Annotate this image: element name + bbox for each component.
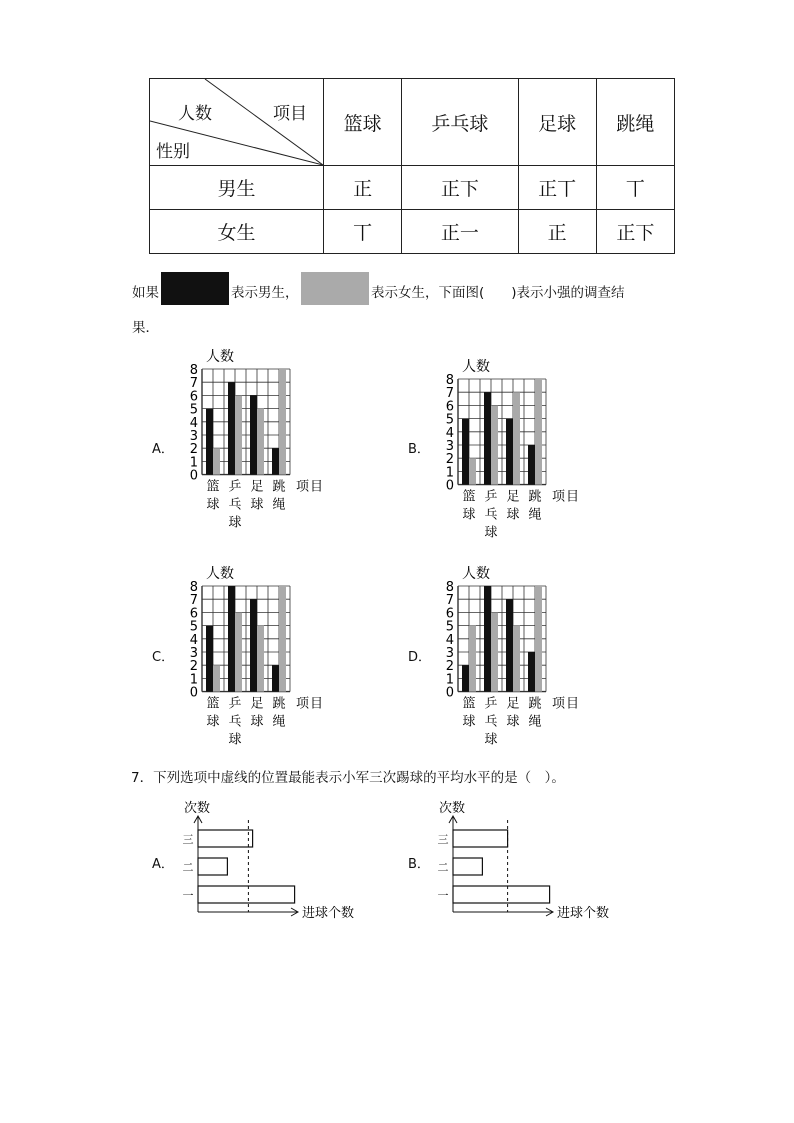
y-tick-label: 5 [445, 619, 454, 635]
y-tick-label: 8 [445, 373, 454, 388]
bar-female [235, 612, 242, 691]
table-header-diagonal-cell [150, 79, 324, 166]
horizontal-bar [453, 858, 482, 875]
x-axis-label: 项 [552, 489, 566, 505]
y-tick-label: 5 [445, 412, 454, 428]
category-label: 乓 [484, 507, 498, 523]
category-label: 球 [206, 714, 220, 730]
category-label: 足 [506, 489, 520, 505]
bar-female [469, 458, 476, 484]
y-tick-label: 8 [189, 363, 198, 378]
y-tick-label: 4 [189, 415, 198, 431]
category-label: 球 [228, 515, 242, 531]
y-tick-label: 7 [445, 593, 454, 609]
horizontal-bar [198, 886, 295, 903]
bar-female [469, 626, 476, 692]
y-tick-label: 2 [189, 659, 198, 675]
bar-male [272, 448, 279, 474]
x-axis-label: 项 [552, 696, 566, 712]
tally-cell: 丅 [596, 166, 674, 210]
category-label: 球 [206, 497, 220, 513]
category-label: 乒 [228, 696, 242, 712]
row-label-male: 男生 [150, 166, 324, 210]
horizontal-bar [453, 886, 550, 903]
tally-cell: 正 [324, 166, 402, 210]
bar-female [213, 448, 220, 474]
tally-cell: 正 [518, 210, 596, 254]
category-label: 绳 [528, 507, 542, 523]
bar-male [506, 419, 513, 485]
y-axis-label: 次数 [439, 801, 466, 816]
bar-female [491, 405, 498, 484]
category-label: 足 [250, 696, 264, 712]
column-header: 乒乓球 [402, 79, 518, 166]
y-tick-label: 8 [445, 580, 454, 595]
x-axis-label: 项 [296, 696, 310, 712]
y-tick-label: 0 [445, 685, 454, 701]
bar-female [535, 379, 542, 485]
category-label: 绳 [528, 714, 542, 730]
category-label: 乓 [228, 714, 242, 730]
category-label: 球 [506, 714, 520, 730]
y-tick-label: 6 [189, 389, 198, 405]
question6-text-result: 果． [132, 320, 159, 336]
bar-male [228, 586, 235, 692]
y-tick-label: 2 [189, 442, 198, 458]
bar-male [462, 419, 469, 485]
y-axis-label: 人数 [206, 349, 234, 365]
bar-male [228, 382, 235, 474]
y-tick-label: 8 [189, 580, 198, 595]
category-label: 球 [462, 507, 476, 523]
y-tick-label: 6 [189, 606, 198, 622]
bar-female [235, 395, 242, 474]
category-label: 球 [250, 497, 264, 513]
bar-male [462, 665, 469, 691]
category-label: 绳 [272, 497, 286, 513]
y-tick-label: 1 [445, 672, 454, 688]
y-tick-label: 7 [445, 386, 454, 402]
y-tick-label: 2 [445, 659, 454, 675]
y-tick-label: 1 [189, 455, 198, 471]
female-swatch [301, 272, 369, 305]
y-tick-label: 1 [445, 465, 454, 481]
header-people-count: 人数 [178, 104, 212, 124]
bar-female [535, 586, 542, 692]
category-label: 跳 [272, 479, 286, 495]
y-tick-label: 3 [445, 439, 454, 454]
row-label: 三 [182, 833, 194, 846]
bar-chart-a [180, 345, 340, 535]
q7-option-label-b: B． [408, 857, 430, 872]
bar-male [206, 409, 213, 475]
x-axis-label: 进球个数 [302, 906, 355, 921]
y-tick-label: 6 [445, 606, 454, 622]
bar-female [491, 612, 498, 691]
q7-option-label-a: A． [152, 857, 174, 872]
horizontal-bar [198, 830, 253, 847]
y-tick-label: 7 [189, 593, 198, 609]
bar-male [484, 392, 491, 484]
category-label: 跳 [528, 696, 542, 712]
category-label: 乒 [484, 696, 498, 712]
bar-female [513, 392, 520, 484]
category-label: 球 [462, 714, 476, 730]
row-label: 一 [437, 889, 449, 902]
question6-text-if: 如果 [132, 285, 159, 301]
y-tick-label: 3 [189, 429, 198, 444]
category-label: 乒 [484, 489, 498, 505]
y-tick-label: 0 [189, 685, 198, 701]
bar-male [250, 395, 257, 474]
category-label: 足 [506, 696, 520, 712]
horizontal-bar-chart-b [425, 798, 625, 928]
column-header: 篮球 [324, 79, 402, 166]
category-label: 球 [250, 714, 264, 730]
bar-male [484, 586, 491, 692]
category-label: 跳 [528, 489, 542, 505]
horizontal-bar [453, 830, 508, 847]
bar-female [279, 586, 286, 692]
header-gender: 性别 [156, 142, 190, 162]
option-label-a: A． [152, 442, 174, 457]
tally-table [149, 78, 675, 254]
y-tick-label: 3 [189, 646, 198, 661]
category-label: 球 [228, 732, 242, 748]
bar-chart-b [436, 355, 596, 545]
category-label: 乒 [228, 479, 242, 495]
bar-male [528, 652, 535, 692]
bar-female [257, 409, 264, 475]
category-label: 跳 [272, 696, 286, 712]
row-label: 一 [182, 889, 194, 902]
x-axis-label: 项 [296, 479, 310, 495]
category-label: 篮 [462, 696, 476, 712]
y-axis-label: 人数 [206, 566, 234, 582]
tally-cell: 正下 [596, 210, 674, 254]
tally-cell: 正一 [402, 210, 518, 254]
y-tick-label: 0 [445, 478, 454, 494]
category-label: 绳 [272, 714, 286, 730]
bar-female [279, 369, 286, 475]
bar-female [257, 626, 264, 692]
option-label-d: D． [408, 650, 432, 665]
bar-male [528, 445, 535, 485]
row-label: 二 [437, 861, 449, 874]
y-tick-label: 4 [189, 632, 198, 648]
bar-male [206, 626, 213, 692]
y-tick-label: 7 [189, 376, 198, 392]
category-label: 篮 [462, 489, 476, 505]
y-tick-label: 4 [445, 632, 454, 648]
header-project: 项目 [273, 104, 307, 124]
category-label: 足 [250, 479, 264, 495]
y-axis-label: 人数 [462, 566, 490, 582]
row-label-female: 女生 [150, 210, 324, 254]
y-tick-label: 5 [189, 619, 198, 635]
horizontal-bar [198, 858, 227, 875]
category-label: 球 [484, 732, 498, 748]
y-tick-label: 4 [445, 425, 454, 441]
y-tick-label: 2 [445, 452, 454, 468]
category-label: 篮 [206, 696, 220, 712]
question6-text-female: 表示女生，下面图( )表示小强的调查结 [371, 285, 625, 301]
tally-cell: 正下 [402, 166, 518, 210]
bar-chart-c [180, 562, 340, 752]
horizontal-bar-chart-a [170, 798, 370, 928]
bar-male [506, 599, 513, 691]
option-label-b: B． [408, 442, 430, 457]
bar-female [513, 626, 520, 692]
category-label: 乓 [228, 497, 242, 513]
y-tick-label: 1 [189, 672, 198, 688]
row-label: 二 [182, 861, 194, 874]
y-axis-label: 人数 [462, 359, 490, 375]
bar-male [272, 665, 279, 691]
bar-chart-d [436, 562, 596, 752]
row-label: 三 [437, 833, 449, 846]
x-axis-label: 目 [566, 489, 580, 505]
tally-cell: 正丅 [518, 166, 596, 210]
question6-text-male: 表示男生， [231, 285, 299, 301]
y-tick-label: 5 [189, 402, 198, 418]
y-tick-label: 0 [189, 468, 198, 484]
y-tick-label: 6 [445, 399, 454, 415]
tally-cell: 丅 [324, 210, 402, 254]
x-axis-label: 目 [310, 696, 324, 712]
category-label: 篮 [206, 479, 220, 495]
category-label: 球 [484, 525, 498, 541]
x-axis-label: 目 [310, 479, 324, 495]
x-axis-label: 进球个数 [557, 906, 610, 921]
category-label: 球 [506, 507, 520, 523]
bar-male [250, 599, 257, 691]
question7-text: 7．下列选项中虚线的位置最能表示小军三次踢球的平均水平的是（ ）。 [131, 770, 565, 786]
male-swatch [161, 272, 229, 305]
y-axis-label: 次数 [184, 801, 211, 816]
category-label: 乓 [484, 714, 498, 730]
y-tick-label: 3 [445, 646, 454, 661]
option-label-c: C． [152, 650, 175, 665]
column-header: 跳绳 [596, 79, 674, 166]
column-header: 足球 [518, 79, 596, 166]
bar-female [213, 665, 220, 691]
x-axis-label: 目 [566, 696, 580, 712]
